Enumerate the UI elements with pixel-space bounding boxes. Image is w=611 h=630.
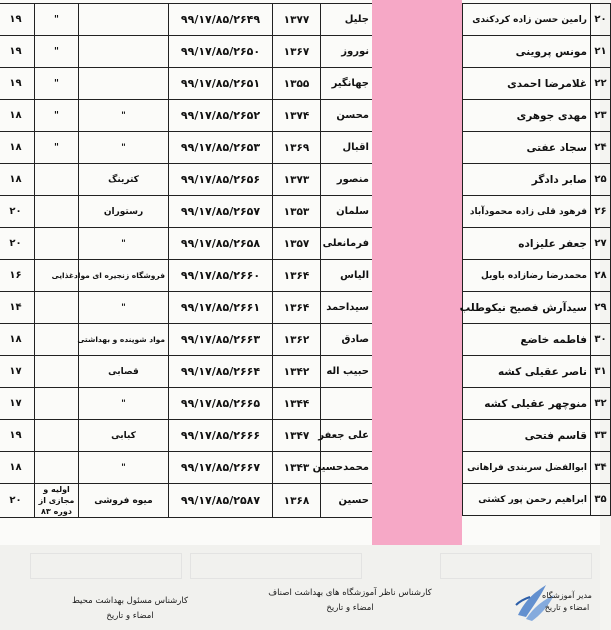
notes-cell: اولیه و مجازی از دوره ۸۳ xyxy=(35,484,79,518)
full-name-cell: سجاد عفتی xyxy=(463,132,591,164)
table-row xyxy=(0,324,373,356)
table-row xyxy=(463,292,611,324)
table-row xyxy=(0,452,373,484)
row-number-cell: ۲۸ xyxy=(591,260,611,292)
trainee-details-table xyxy=(0,3,373,518)
table-row xyxy=(0,420,373,452)
score-cell: ۱۸ xyxy=(0,324,35,356)
row-number-cell: ۳۲ xyxy=(591,388,611,420)
first-name-cell: صادق xyxy=(321,324,373,356)
full-name-cell: غلامرضا احمدی xyxy=(463,68,591,100)
trainee-names-table xyxy=(459,3,611,516)
birth-year-cell: ۱۳۴۴ xyxy=(273,388,321,420)
birth-year-cell: ۱۳۶۲ xyxy=(273,324,321,356)
row-number-cell: ۲۱ xyxy=(591,36,611,68)
guild-supervisor-signature-block xyxy=(250,586,450,616)
certificate-code-cell: ۹۹/۱۷/۸۵/۲۶۵۳ xyxy=(169,132,273,164)
director-sign-label: امضاء و تاریخ xyxy=(544,603,590,612)
full-name-cell: مهدی جوهری xyxy=(463,100,591,132)
first-name-cell: الیاس xyxy=(321,260,373,292)
table-row xyxy=(0,484,373,518)
birth-year-cell: ۱۳۴۷ xyxy=(273,420,321,452)
activity-cell xyxy=(79,36,169,68)
activity-cell xyxy=(79,4,169,36)
full-name-cell: ابراهیم رحمن پور کشتی xyxy=(463,484,591,516)
notes-cell xyxy=(35,356,79,388)
notes-cell: " xyxy=(35,132,79,164)
row-number-cell: ۲۹ xyxy=(591,292,611,324)
full-name-cell: فاطمه خاضع xyxy=(463,324,591,356)
row-number-cell: ۳۱ xyxy=(591,356,611,388)
guild-supervisor-title: کارشناس ناظر آموزشگاه های بهداشت اصناف xyxy=(268,588,432,598)
score-cell: ۱۸ xyxy=(0,452,35,484)
birth-year-cell: ۱۳۷۴ xyxy=(273,100,321,132)
notes-cell xyxy=(35,196,79,228)
table-row xyxy=(0,164,373,196)
score-cell: ۱۹ xyxy=(0,36,35,68)
row-number-cell: ۲۷ xyxy=(591,228,611,260)
env-health-sign-label: امضاء و تاریخ xyxy=(106,611,154,621)
full-name-cell: صابر دادگر xyxy=(463,164,591,196)
first-name-cell: حسین xyxy=(321,484,373,518)
certificate-code-cell: ۹۹/۱۷/۸۵/۲۶۶۴ xyxy=(169,356,273,388)
director-title: مدیر آموزشگاه xyxy=(542,591,592,600)
certificate-code-cell: ۹۹/۱۷/۸۵/۲۶۵۱ xyxy=(169,68,273,100)
score-cell: ۱۹ xyxy=(0,420,35,452)
table-row xyxy=(463,164,611,196)
score-cell: ۱۴ xyxy=(0,292,35,324)
row-number-cell: ۳۰ xyxy=(591,324,611,356)
env-health-title: کارشناس مسئول بهداشت محیط xyxy=(71,596,189,606)
notes-cell: " xyxy=(35,36,79,68)
activity-cell: " xyxy=(79,452,169,484)
activity-cell: کترینگ xyxy=(79,164,169,196)
first-name-cell: محمدحسین xyxy=(321,452,373,484)
notes-cell xyxy=(35,164,79,196)
first-name-cell: جهانگیر xyxy=(321,68,373,100)
notes-cell: " xyxy=(35,68,79,100)
row-number-cell: ۲۶ xyxy=(591,196,611,228)
activity-cell: " xyxy=(79,292,169,324)
birth-year-cell: ۱۳۶۴ xyxy=(273,260,321,292)
table-row xyxy=(0,4,373,36)
birth-year-cell: ۱۳۴۲ xyxy=(273,356,321,388)
row-number-cell: ۲۵ xyxy=(591,164,611,196)
first-name-cell: علی جعفر xyxy=(321,420,373,452)
table-row xyxy=(463,484,611,516)
birth-year-cell: ۱۳۷۳ xyxy=(273,164,321,196)
certificate-code-cell: ۹۹/۱۷/۸۵/۲۶۶۶ xyxy=(169,420,273,452)
row-number-cell: ۳۳ xyxy=(591,420,611,452)
table-row xyxy=(0,356,373,388)
table-row xyxy=(463,324,611,356)
birth-year-cell: ۱۳۶۸ xyxy=(273,484,321,518)
score-cell: ۱۸ xyxy=(0,132,35,164)
table-row xyxy=(463,196,611,228)
birth-year-cell: ۱۳۶۷ xyxy=(273,36,321,68)
full-name-cell: ابوالفضل سربندی فراهانی xyxy=(463,452,591,484)
first-name-cell: منصور xyxy=(321,164,373,196)
full-name-cell: منوچهر عقیلی کشه xyxy=(463,388,591,420)
score-cell: ۲۰ xyxy=(0,196,35,228)
certificate-code-cell: ۹۹/۱۷/۸۵/۲۶۴۹ xyxy=(169,4,273,36)
score-cell: ۲۰ xyxy=(0,484,35,518)
pink-divider xyxy=(372,0,462,545)
notes-cell: " xyxy=(35,4,79,36)
row-number-cell: ۳۴ xyxy=(591,452,611,484)
score-cell: ۱۸ xyxy=(0,164,35,196)
table-row xyxy=(0,196,373,228)
row-number-cell: ۲۴ xyxy=(591,132,611,164)
full-name-cell: محمدرضا رضازاده باویل xyxy=(463,260,591,292)
notes-cell xyxy=(35,228,79,260)
activity-cell: رستوران xyxy=(79,196,169,228)
certificate-code-cell: ۹۹/۱۷/۸۵/۲۶۵۲ xyxy=(169,100,273,132)
full-name-cell: قاسم فتحی xyxy=(463,420,591,452)
first-name-cell: حبیب اله xyxy=(321,356,373,388)
certificate-code-cell: ۹۹/۱۷/۸۵/۲۶۶۳ xyxy=(169,324,273,356)
activity-cell: " xyxy=(79,132,169,164)
first-name-cell: اقبال xyxy=(321,132,373,164)
activity-cell: قصابی xyxy=(79,356,169,388)
row-number-cell: ۲۰ xyxy=(591,4,611,36)
birth-year-cell: ۱۳۷۷ xyxy=(273,4,321,36)
score-cell: ۱۹ xyxy=(0,4,35,36)
faded-table-outline xyxy=(190,553,362,579)
activity-cell: میوه فروشی xyxy=(79,484,169,518)
score-cell: ۱۶ xyxy=(0,260,35,292)
score-cell: ۱۷ xyxy=(0,388,35,420)
table-row xyxy=(463,388,611,420)
certificate-code-cell: ۹۹/۱۷/۸۵/۲۶۵۰ xyxy=(169,36,273,68)
table-row xyxy=(0,100,373,132)
table-row xyxy=(463,68,611,100)
full-name-cell: مونس پروینی xyxy=(463,36,591,68)
table-row xyxy=(463,228,611,260)
full-name-cell: ناصر عقیلی کشه xyxy=(463,356,591,388)
table-row xyxy=(463,356,611,388)
certificate-code-cell: ۹۹/۱۷/۸۵/۲۶۶۱ xyxy=(169,292,273,324)
activity-cell xyxy=(79,68,169,100)
notes-cell: " xyxy=(35,100,79,132)
notes-cell xyxy=(35,420,79,452)
birth-year-cell: ۱۳۶۴ xyxy=(273,292,321,324)
first-name-cell xyxy=(321,388,373,420)
notes-cell xyxy=(35,452,79,484)
right-table-sheet xyxy=(459,0,607,545)
first-name-cell: محسن xyxy=(321,100,373,132)
row-number-cell: ۲۲ xyxy=(591,68,611,100)
table-row xyxy=(463,260,611,292)
notes-cell xyxy=(35,388,79,420)
row-number-cell: ۲۳ xyxy=(591,100,611,132)
table-row xyxy=(0,292,373,324)
faded-table-outline xyxy=(30,553,182,579)
activity-cell: مواد شوینده و بهداشتی xyxy=(79,324,169,356)
table-row xyxy=(463,36,611,68)
table-row xyxy=(463,452,611,484)
birth-year-cell: ۱۳۴۳ xyxy=(273,452,321,484)
first-name-cell: فرمانعلی xyxy=(321,228,373,260)
activity-cell: " xyxy=(79,388,169,420)
first-name-cell: سیداحمد xyxy=(321,292,373,324)
table-row xyxy=(463,4,611,36)
score-cell: ۱۷ xyxy=(0,356,35,388)
table-row xyxy=(463,132,611,164)
full-name-cell: فرهود قلی زاده محمودآباد xyxy=(463,196,591,228)
table-row xyxy=(0,132,373,164)
activity-cell: " xyxy=(79,100,169,132)
certificate-code-cell: ۹۹/۱۷/۸۵/۲۶۶۵ xyxy=(169,388,273,420)
table-row xyxy=(463,100,611,132)
activity-cell: " xyxy=(79,228,169,260)
full-name-cell: سیدآرش فصیح نیکوطلب xyxy=(463,292,591,324)
certificate-code-cell: ۹۹/۱۷/۸۵/۲۶۶۰ xyxy=(169,260,273,292)
activity-cell: فروشگاه زنجیره ای موادغذایی xyxy=(79,260,169,292)
birth-year-cell: ۱۳۵۵ xyxy=(273,68,321,100)
table-row xyxy=(0,36,373,68)
guild-supervisor-sign-label: امضاء و تاریخ xyxy=(326,603,374,613)
first-name-cell: سلمان xyxy=(321,196,373,228)
row-number-cell: ۳۵ xyxy=(591,484,611,516)
first-name-cell: جلیل xyxy=(321,4,373,36)
score-cell: ۱۹ xyxy=(0,68,35,100)
certificate-code-cell: ۹۹/۱۷/۸۵/۲۶۵۶ xyxy=(169,164,273,196)
birth-year-cell: ۱۳۶۹ xyxy=(273,132,321,164)
score-cell: ۱۸ xyxy=(0,100,35,132)
notes-cell xyxy=(35,324,79,356)
certificate-code-cell: ۹۹/۱۷/۸۵/۲۶۵۷ xyxy=(169,196,273,228)
first-name-cell: نوروز xyxy=(321,36,373,68)
table-row xyxy=(463,420,611,452)
env-health-signature-block xyxy=(50,594,210,624)
full-name-cell: رامین حسن زاده کردکندی xyxy=(463,4,591,36)
certificate-code-cell: ۹۹/۱۷/۸۵/۲۶۶۷ xyxy=(169,452,273,484)
certificate-code-cell: ۹۹/۱۷/۸۵/۲۶۵۸ xyxy=(169,228,273,260)
table-row xyxy=(0,260,373,292)
director-signature-block xyxy=(536,590,598,614)
table-row xyxy=(0,228,373,260)
notes-cell xyxy=(35,292,79,324)
certificate-code-cell: ۹۹/۱۷/۸۵/۲۵۸۷ xyxy=(169,484,273,518)
score-cell: ۲۰ xyxy=(0,228,35,260)
table-row xyxy=(0,388,373,420)
table-row xyxy=(0,68,373,100)
full-name-cell: جعفر علیزاده xyxy=(463,228,591,260)
activity-cell: کبابی xyxy=(79,420,169,452)
birth-year-cell: ۱۳۵۷ xyxy=(273,228,321,260)
birth-year-cell: ۱۳۵۳ xyxy=(273,196,321,228)
